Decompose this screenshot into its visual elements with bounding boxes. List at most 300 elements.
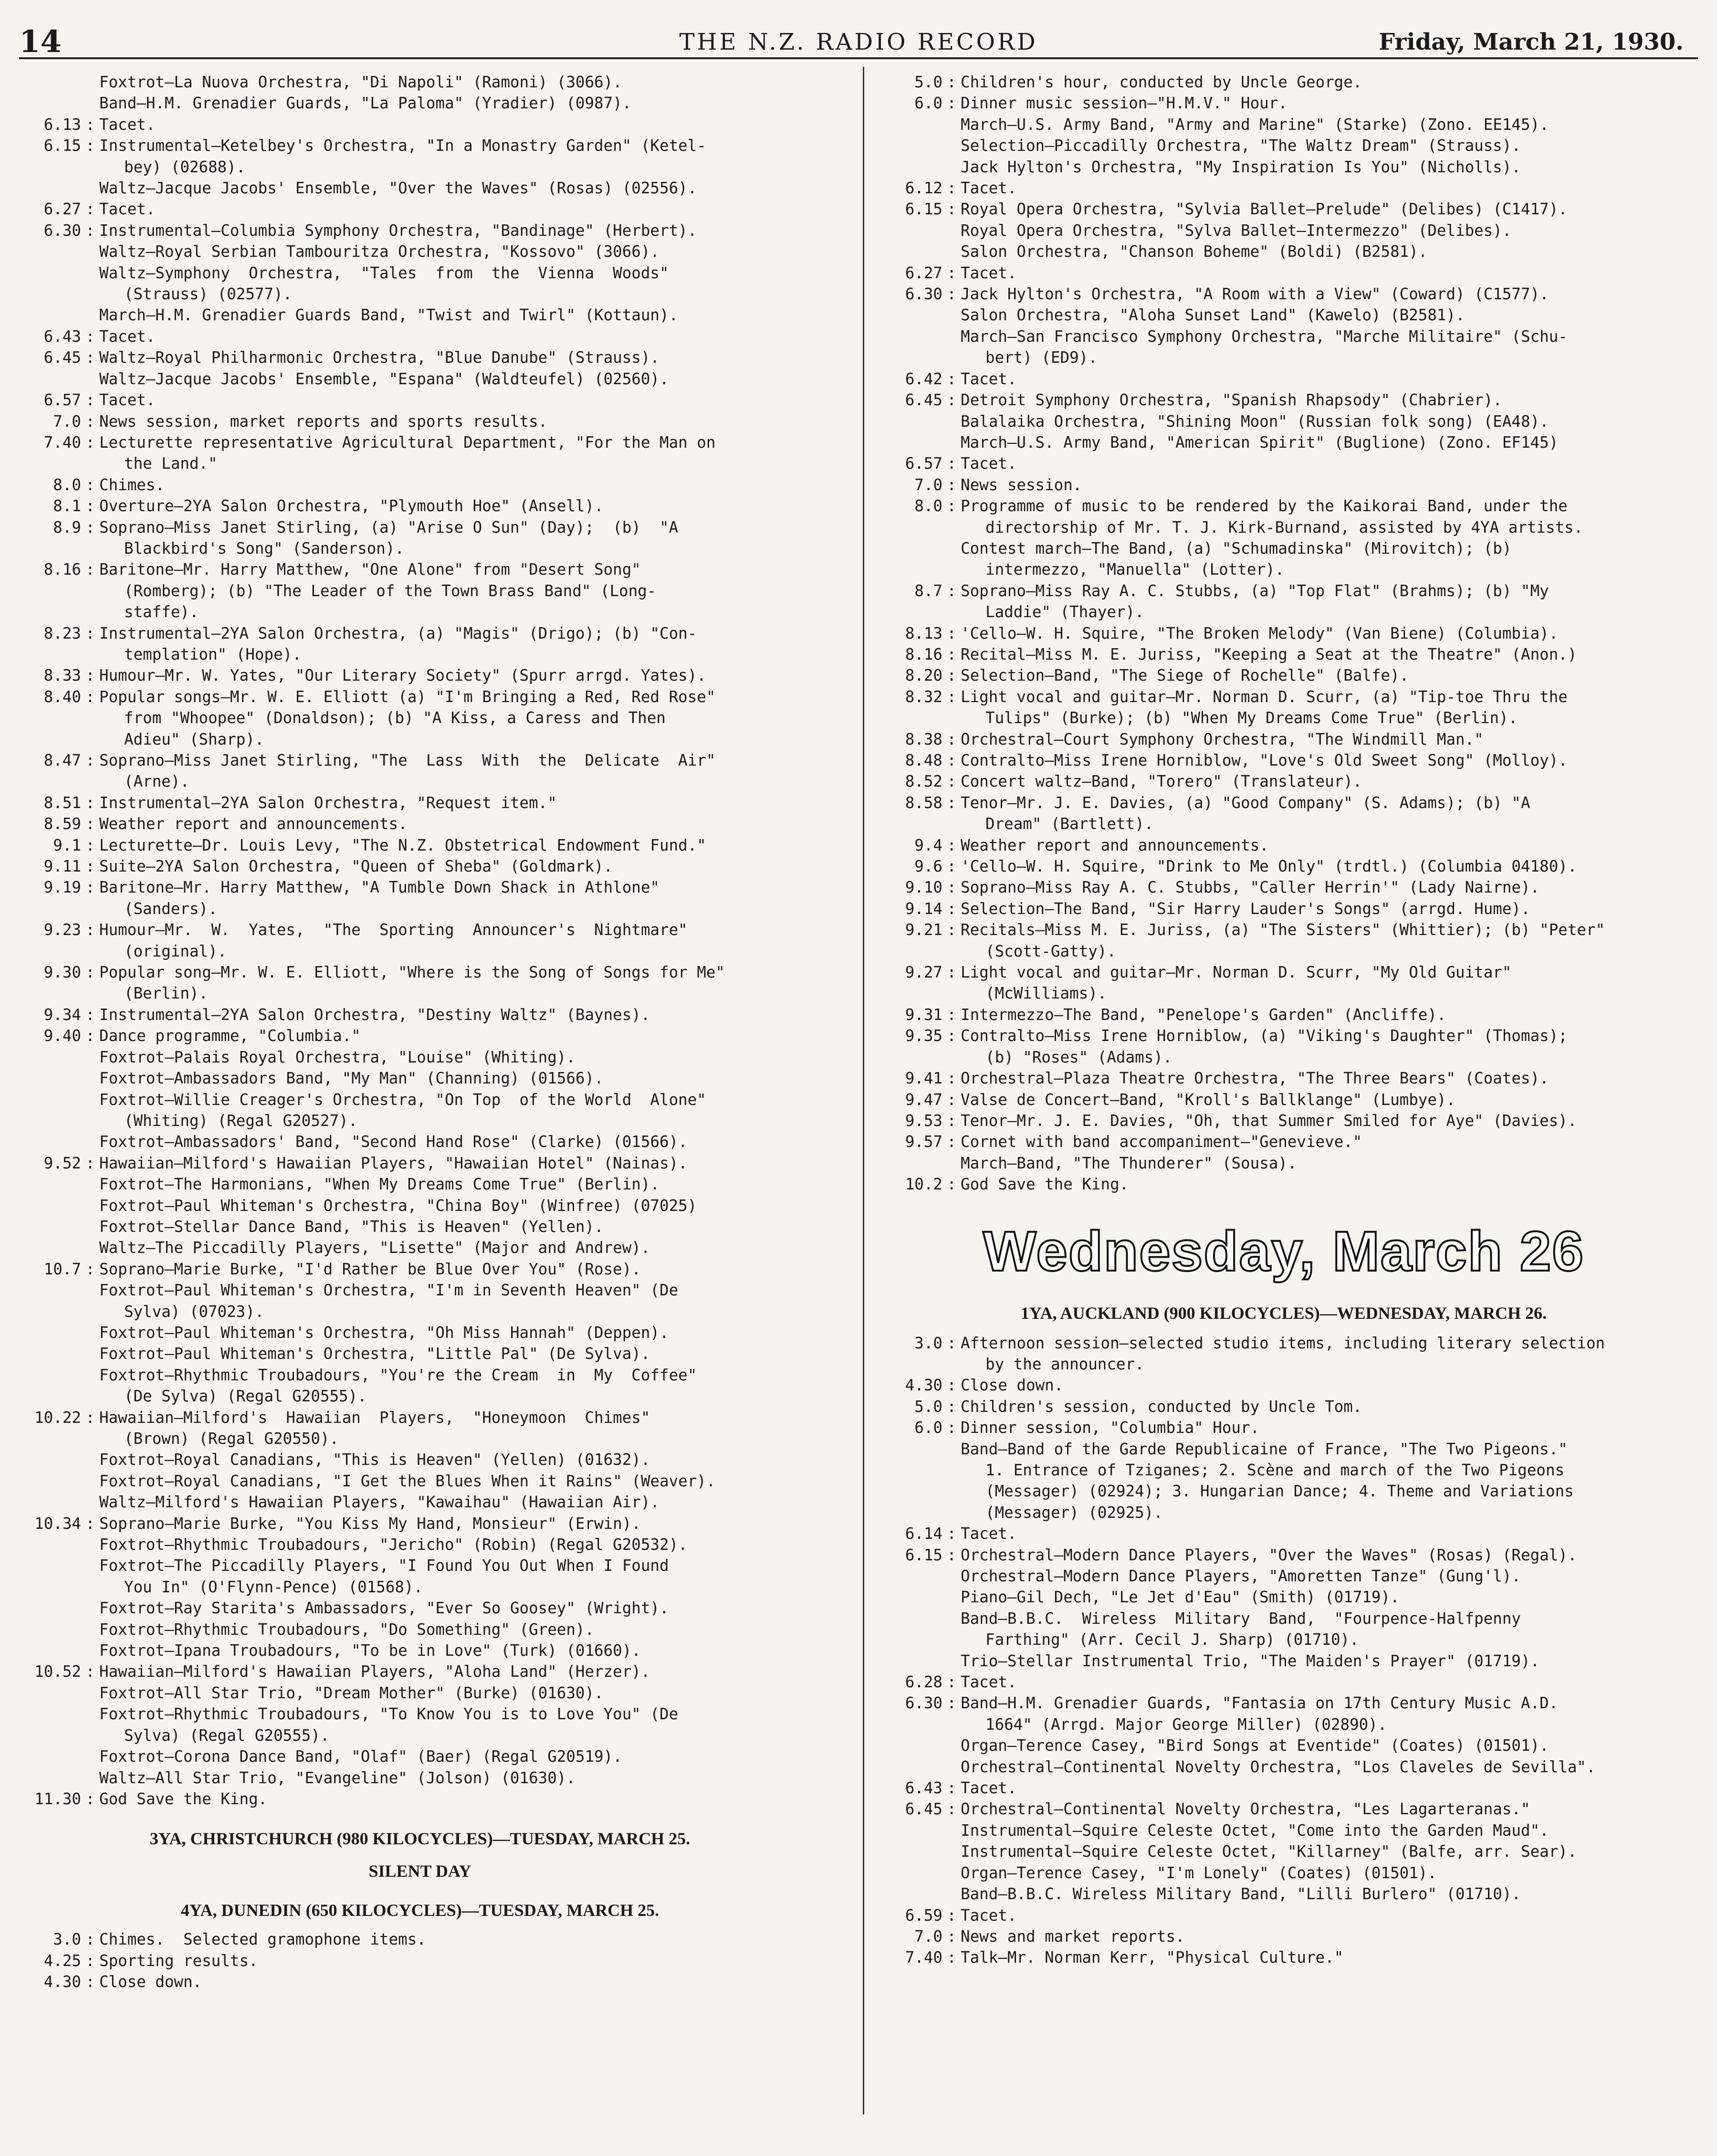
time-label: 8.51 — [43, 793, 81, 812]
time-separator: : — [85, 921, 95, 939]
program-line — [14, 623, 826, 644]
program-text: Royal Opera Orchestra, "Sylva Ballet—Intermezzo" (Delibes). — [961, 221, 1512, 240]
program-line — [14, 114, 826, 135]
program-text: Instrumental—Ketelbey's Orchestra, "In a Monastry Garden" (Ketel- — [99, 137, 706, 155]
program-line — [14, 559, 826, 580]
time-label: 3.0 — [914, 1334, 942, 1352]
program-text: Tacet. — [99, 115, 156, 134]
program-text: Foxtrot—La Nuova Orchestra, "Di Napoli" (Ramoni) (3066). — [99, 73, 622, 91]
time-separator: : — [947, 369, 956, 388]
time-separator: : — [85, 624, 95, 642]
time-label: 4.25 — [43, 1951, 81, 1970]
program-line — [876, 835, 1692, 856]
program-line — [876, 1735, 1692, 1756]
time-separator: : — [85, 1027, 95, 1045]
program-line — [14, 1004, 826, 1025]
program-line — [876, 1756, 1692, 1777]
time-separator: : — [947, 878, 956, 897]
time-label: 8.16 — [905, 645, 942, 663]
program-line — [876, 707, 1692, 728]
program-line — [14, 432, 826, 453]
program-text: Concert waltz—Band, "Torero" (Translateur). — [961, 772, 1362, 791]
section-heading-1ya: 1YA, AUCKLAND (900 KILOCYCLES)—WEDNESDAY, MARCH 26. — [1020, 1303, 1547, 1323]
program-line — [876, 1883, 1692, 1904]
program-line — [876, 1693, 1692, 1714]
time-label: 6.43 — [43, 327, 81, 346]
program-text: Tacet. — [961, 454, 1017, 473]
program-line — [876, 1131, 1692, 1152]
program-text: Children's session, conducted by Uncle Tom. — [961, 1397, 1362, 1416]
time-label: 6.45 — [905, 1800, 942, 1819]
time-separator: : — [947, 1525, 956, 1543]
time-separator: : — [947, 1800, 956, 1819]
program-text: (Whiting) (Regal G20527). — [124, 1111, 358, 1130]
time-separator: : — [947, 1069, 956, 1088]
time-label: 6.0 — [914, 1419, 942, 1437]
program-line — [14, 1301, 826, 1322]
time-separator: : — [85, 475, 95, 494]
program-line — [876, 729, 1692, 750]
program-text: Organ—Terence Casey, "Bird Songs at Eventide" (Coates) (01501). — [961, 1736, 1549, 1755]
time-label: 6.15 — [905, 200, 942, 219]
program-text: Foxtrot—Paul Whiteman's Orchestra, "Oh Miss Hannah" (Deppen). — [99, 1323, 669, 1342]
program-text: Foxtrot—The Piccadilly Players, "I Found You Out When I Found — [99, 1557, 669, 1575]
program-line — [14, 1492, 826, 1513]
program-text: Sylva) (07023). — [124, 1302, 264, 1321]
program-text: Foxtrot—Rhythmic Troubadours, "Do Something" (Green). — [99, 1620, 595, 1639]
time-label: 9.41 — [905, 1069, 942, 1088]
time-separator: : — [947, 1397, 956, 1416]
program-line — [876, 347, 1692, 368]
time-separator: : — [85, 857, 95, 876]
program-text: (Berlin). — [124, 984, 209, 1003]
program-line — [14, 1788, 826, 1809]
time-separator: : — [947, 285, 956, 304]
program-line — [14, 326, 826, 347]
time-label: 10.34 — [34, 1514, 81, 1533]
program-line — [14, 1089, 826, 1110]
program-line — [876, 813, 1692, 834]
program-line — [14, 665, 826, 686]
time-label: 9.14 — [905, 899, 942, 918]
program-text: Foxtrot—All Star Trio, "Dream Mother" (Burke) (01630). — [99, 1683, 604, 1702]
time-separator: : — [85, 115, 95, 134]
program-text: Close down. — [99, 1973, 202, 1991]
program-text: Tacet. — [961, 1779, 1017, 1798]
time-label: 4.30 — [905, 1376, 942, 1395]
program-text: Piano—Gil Dech, "Le Jet d'Eau" (Smith) (01719). — [961, 1588, 1400, 1607]
program-text: 1664" (Arrgd. Major George Miller) (02890). — [985, 1715, 1387, 1734]
program-line — [876, 1523, 1692, 1544]
time-separator: : — [85, 327, 95, 346]
program-line — [876, 1502, 1692, 1523]
program-line — [14, 1640, 826, 1661]
program-text: Foxtrot—Ipana Troubadours, "To be in Love" (Turk) (01660). — [99, 1641, 641, 1660]
program-line — [876, 1947, 1692, 1968]
program-text: Chimes. Selected gramophone items. — [99, 1930, 426, 1949]
program-text: Waltz—Royal Serbian Tambouritza Orchestra, "Kossovo" (3066). — [99, 242, 660, 261]
program-line — [876, 644, 1692, 665]
time-label: 8.13 — [905, 624, 942, 642]
time-label: 9.40 — [43, 1027, 81, 1045]
program-text: Foxtrot—Paul Whiteman's Orchestra, "I'm in Seventh Heaven" (De — [99, 1281, 679, 1300]
time-separator: : — [947, 1133, 956, 1151]
program-line — [876, 750, 1692, 771]
time-separator: : — [947, 793, 956, 812]
program-text: Dinner session, "Columbia" Hour. — [961, 1419, 1260, 1437]
program-text: (b) "Roses" (Adams). — [985, 1048, 1173, 1066]
time-label: 9.10 — [905, 878, 942, 897]
time-label: 8.40 — [43, 687, 81, 706]
program-text: Instrumental—2YA Salon Orchestra, (a) "Magis" (Drigo); (b) "Con- — [99, 624, 697, 642]
program-text: Balalaika Orchestra, "Shining Moon" (Russian folk song) (EA48). — [961, 412, 1549, 431]
program-line — [876, 1396, 1692, 1417]
program-line — [876, 1481, 1692, 1502]
time-label: 8.59 — [43, 815, 81, 833]
program-text: News session. — [961, 475, 1082, 494]
time-label: 7.40 — [43, 433, 81, 452]
time-label: 9.30 — [43, 963, 81, 982]
section-heading-4ya: 4YA, DUNEDIN (650 KILOCYCLES)—TUESDAY, MARCH 25. — [180, 1901, 660, 1920]
time-label: 8.48 — [905, 751, 942, 769]
program-text: Sporting results. — [99, 1951, 258, 1970]
program-text: March—Band, "The Thunderer" (Sousa). — [961, 1154, 1297, 1172]
program-line — [14, 1471, 826, 1492]
time-label: 6.27 — [905, 263, 942, 282]
program-line — [14, 962, 826, 983]
program-text: Foxtrot—Rhythmic Troubadours, "To Know You is to Love You" (De — [99, 1705, 679, 1724]
time-label: 6.57 — [905, 454, 942, 473]
program-text: directorship of Mr. T. J. Kirk-Burnand, assisted by 4YA artists. — [985, 518, 1583, 536]
time-separator: : — [85, 433, 95, 452]
program-line — [876, 856, 1692, 877]
column-divider — [863, 67, 864, 2114]
time-separator: : — [947, 1906, 956, 1925]
program-text: Overture—2YA Salon Orchestra, "Plymouth Hoe" (Ansell). — [99, 497, 604, 515]
program-text: Humour—Mr. W. Yates, "The Sporting Announcer's Nightmare" — [99, 921, 688, 939]
time-separator: : — [947, 179, 956, 198]
program-text: Orchestral—Modern Dance Players, "Over the Waves" (Rosas) (Regal). — [961, 1546, 1577, 1564]
program-line — [876, 114, 1692, 135]
program-text: Orchestral—Continental Novelty Orchestra, "Los Claveles de Sevilla". — [961, 1757, 1596, 1776]
time-label: 8.32 — [905, 687, 942, 706]
program-line — [876, 919, 1692, 940]
program-line — [876, 199, 1692, 220]
program-text: Waltz—Symphony Orchestra, "Tales from the Vienna Woods" — [99, 263, 669, 282]
program-text: the Land." — [124, 454, 218, 473]
time-label: 10.7 — [43, 1260, 81, 1278]
left-column — [14, 72, 826, 1993]
time-separator: : — [947, 1419, 956, 1437]
program-line — [876, 771, 1692, 792]
program-line — [876, 411, 1692, 432]
program-line — [876, 1672, 1692, 1693]
program-line — [876, 1004, 1692, 1025]
program-text: Weather report and announcements. — [99, 815, 408, 833]
program-text: Waltz—Jacque Jacobs' Ensemble, "Espana" (Waldteufel) (02560). — [99, 369, 669, 388]
program-text: Tacet. — [99, 327, 156, 346]
time-label: 4.30 — [43, 1973, 81, 1991]
program-text: Tacet. — [961, 369, 1017, 388]
program-text: News and market reports. — [961, 1927, 1185, 1946]
program-text: Afternoon session—selected studio items, including literary selection — [961, 1334, 1605, 1352]
program-line — [14, 474, 826, 495]
program-text: Waltz—Jacque Jacobs' Ensemble, "Over the Waves" (Rosas) (02556). — [99, 179, 697, 198]
time-label: 9.23 — [43, 921, 81, 939]
program-text: Foxtrot—Ambassadors Band, "My Man" (Channing) (01566). — [99, 1069, 604, 1088]
program-text: Baritone—Mr. Harry Matthew, "A Tumble Down Shack in Athlone" — [99, 878, 660, 897]
program-text: 'Cello—W. H. Squire, "The Broken Melody" (Van Biene) (Columbia). — [961, 624, 1559, 642]
program-text: Orchestral—Modern Dance Players, "Amoretten Tanze" (Gung'l). — [961, 1567, 1521, 1585]
time-label: 10.2 — [905, 1175, 942, 1194]
program-text: Children's hour, conducted by Uncle George. — [961, 73, 1362, 91]
program-line — [876, 983, 1692, 1004]
time-separator: : — [947, 94, 956, 113]
program-text: Salon Orchestra, "Chanson Boheme" (Boldi) (B2581). — [961, 242, 1428, 261]
program-line — [876, 1439, 1692, 1460]
time-label: 5.0 — [914, 73, 942, 91]
time-label: 6.27 — [43, 200, 81, 219]
program-text: Soprano—Miss Ray A. C. Stubbs, "Caller Herrin'" (Lady Nairne). — [961, 878, 1540, 897]
program-line — [876, 559, 1692, 580]
section-heading-3ya: 3YA, CHRISTCHURCH (980 KILOCYCLES)—TUESDAY, MARCH 25. — [149, 1829, 691, 1849]
program-line — [876, 1608, 1692, 1629]
program-text: Farthing" (Arr. Cecil J. Sharp) (01710). — [985, 1630, 1359, 1649]
program-text: (McWilliams). — [985, 984, 1107, 1003]
program-line — [14, 241, 826, 262]
time-separator: : — [85, 1973, 95, 1991]
program-text: Tenor—Mr. J. E. Davies, (a) "Good Company" (S. Adams); (b) "A — [961, 793, 1530, 812]
time-separator: : — [947, 1334, 956, 1352]
time-separator: : — [947, 836, 956, 854]
program-line — [14, 813, 826, 834]
program-line — [876, 877, 1692, 898]
program-line — [876, 453, 1692, 474]
time-label: 6.0 — [914, 94, 942, 113]
program-text: (Messager) (02925). — [985, 1503, 1163, 1522]
time-label: 6.15 — [905, 1546, 942, 1564]
program-text: Soprano—Miss Ray A. C. Stubbs, (a) "Top Flat" (Brahms); (b) "My — [961, 581, 1549, 600]
program-line — [876, 389, 1692, 410]
time-label: 9.6 — [914, 857, 942, 876]
publication-title: THE N.Z. RADIO RECORD — [679, 29, 1038, 55]
program-line — [14, 1661, 826, 1682]
program-text: Contralto—Miss Irene Horniblow, (a) "Viking's Daughter" (Thomas); — [961, 1027, 1568, 1045]
time-separator: : — [85, 560, 95, 579]
program-text: bey) (02688). — [124, 158, 246, 176]
time-label: 8.52 — [905, 772, 942, 791]
time-separator: : — [85, 878, 95, 897]
program-text: Waltz—The Piccadilly Players, "Lisette" (Major and Andrew). — [99, 1239, 650, 1257]
program-text: Tacet. — [99, 391, 156, 410]
issue-date: Friday, March 21, 1930. — [1378, 29, 1684, 55]
program-text: Band—B.B.C. Wireless Military Band, "Fourpence-Halfpenny — [961, 1609, 1521, 1628]
program-line — [14, 368, 826, 389]
program-text: Foxtrot—Paul Whiteman's Orchestra, "Little Pal" (De Sylva). — [99, 1345, 650, 1363]
time-label: 9.11 — [43, 857, 81, 876]
program-line — [14, 389, 826, 410]
program-text: Selection—Piccadilly Orchestra, "The Waltz Dream" (Strauss). — [961, 137, 1521, 155]
program-line — [14, 157, 826, 178]
program-line — [876, 686, 1692, 707]
program-line — [14, 1767, 826, 1788]
program-line — [14, 1929, 826, 1950]
program-line — [14, 1950, 826, 1971]
program-text: Weather report and announcements. — [961, 836, 1269, 854]
program-text: Foxtrot—Rhythmic Troubadours, "Jericho" (Robin) (Regal G20532). — [99, 1535, 688, 1554]
program-text: Band—H.M. Grenadier Guards, "La Paloma" (Yradier) (0987). — [99, 94, 632, 113]
time-label: 6.30 — [905, 285, 942, 304]
time-label: 6.30 — [905, 1694, 942, 1713]
time-separator: : — [85, 1930, 95, 1949]
program-text: News session, market reports and sports results. — [99, 412, 548, 431]
program-line — [876, 538, 1692, 559]
program-text: Foxtrot—Ray Starita's Ambassadors, "Ever So Goosey" (Wright). — [99, 1599, 669, 1618]
time-separator: : — [85, 1408, 95, 1427]
time-separator: : — [85, 793, 95, 812]
masthead — [19, 14, 1698, 59]
program-line — [876, 1417, 1692, 1438]
program-line — [876, 326, 1692, 347]
program-line — [14, 1025, 826, 1046]
program-line — [14, 1619, 826, 1640]
time-label: 8.16 — [43, 560, 81, 579]
program-text: staffe). — [124, 603, 199, 621]
program-line — [876, 1153, 1692, 1174]
program-text: Soprano—Marie Burke, "You Kiss My Hand, Monsieur" (Erwin). — [99, 1514, 641, 1533]
program-text: Light vocal and guitar—Mr. Norman D. Scurr, "My Old Guitar" — [961, 963, 1512, 982]
program-line — [876, 1862, 1692, 1883]
program-line — [14, 538, 826, 559]
time-label: 9.4 — [914, 836, 942, 854]
program-text: March—H.M. Grenadier Guards Band, "Twist and Twirl" (Kottaun). — [99, 306, 679, 325]
program-line — [14, 1343, 826, 1364]
right-column — [876, 72, 1692, 1968]
program-text: (original). — [124, 942, 227, 960]
program-line — [876, 1333, 1692, 1354]
time-separator: : — [947, 751, 956, 769]
time-separator: : — [947, 1090, 956, 1109]
program-line — [14, 601, 826, 622]
program-text: Baritone—Mr. Harry Matthew, "One Alone" from "Desert Song" — [99, 560, 641, 579]
program-line — [14, 263, 826, 284]
time-label: 10.22 — [34, 1408, 81, 1427]
time-separator: : — [947, 1005, 956, 1024]
program-text: intermezzo, "Manuella" (Lotter). — [985, 560, 1285, 579]
time-label: 9.57 — [905, 1133, 942, 1151]
program-line — [876, 135, 1692, 156]
program-text: Suite—2YA Salon Orchestra, "Queen of Sheba" (Goldmark). — [99, 857, 613, 876]
program-line — [14, 72, 826, 93]
time-label: 10.52 — [34, 1662, 81, 1681]
program-text: Tacet. — [961, 263, 1017, 282]
time-separator: : — [947, 899, 956, 918]
time-label: 7.0 — [914, 475, 942, 494]
program-text: Light vocal and guitar—Mr. Norman D. Scurr, (a) "Tip-toe Thru the — [961, 687, 1568, 706]
program-text: Waltz—Royal Philharmonic Orchestra, "Blue Danube" (Strauss). — [99, 348, 660, 367]
program-line — [876, 792, 1692, 813]
program-line — [876, 1174, 1692, 1195]
program-text: Tacet. — [961, 1525, 1017, 1543]
program-line — [876, 1629, 1692, 1650]
program-line — [876, 1566, 1692, 1587]
program-text: bert) (ED9). — [985, 348, 1098, 367]
program-text: Orchestral—Continental Novelty Orchestra, "Les Lagarteranas." — [961, 1800, 1530, 1819]
program-text: Foxtrot—Willie Creager's Orchestra, "On Top of the World Alone" — [99, 1090, 706, 1109]
time-separator: : — [947, 730, 956, 748]
time-separator: : — [947, 1546, 956, 1564]
time-separator: : — [947, 454, 956, 473]
time-label: 6.15 — [43, 137, 81, 155]
program-text: Band—H.M. Grenadier Guards, "Fantasia on 17th Century Music A.D. — [961, 1694, 1559, 1713]
time-separator: : — [85, 836, 95, 854]
program-text: Waltz—Milford's Hawaiian Players, "Kawaihau" (Hawaiian Air). — [99, 1493, 660, 1512]
time-separator: : — [85, 1260, 95, 1278]
program-text: March—U.S. Army Band, "Army and Marine" (Starke) (Zono. EE145). — [961, 115, 1549, 134]
program-line — [14, 580, 826, 601]
time-separator: : — [947, 1694, 956, 1713]
time-label: 6.45 — [43, 348, 81, 367]
program-line — [14, 644, 826, 665]
program-text: Detroit Symphony Orchestra, "Spanish Rhapsody" (Chabrier). — [961, 391, 1502, 410]
time-separator: : — [85, 1951, 95, 1970]
program-text: Instrumental—2YA Salon Orchestra, "Destiny Waltz" (Baynes). — [99, 1005, 650, 1024]
program-text: Instrumental—Columbia Symphony Orchestra, "Bandinage" (Herbert). — [99, 221, 697, 240]
program-text: Recital—Miss M. E. Juriss, "Keeping a Seat at the Theatre" (Anon.) — [961, 645, 1577, 663]
program-line — [14, 1725, 826, 1746]
program-text: Jack Hylton's Orchestra, "My Inspiration Is You" (Nicholls). — [961, 158, 1521, 176]
time-label: 7.0 — [53, 412, 81, 431]
program-text: You In" (O'Flynn-Pence) (01568). — [124, 1578, 423, 1596]
program-line — [14, 517, 826, 538]
program-text: by the announcer. — [985, 1355, 1144, 1373]
time-separator: : — [947, 1376, 956, 1395]
program-text: Tacet. — [99, 200, 156, 219]
program-line — [14, 1280, 826, 1301]
time-label: 8.9 — [53, 518, 81, 536]
program-text: Lecturette representative Agricultural Department, "For the Man on — [99, 433, 716, 452]
program-text: Orchestral—Court Symphony Orchestra, "The Windmill Man." — [961, 730, 1484, 748]
program-text: Popular song—Mr. W. E. Elliott, "Where is the Song of Songs for Me" — [99, 963, 725, 982]
time-label: 8.33 — [43, 666, 81, 685]
time-label: 8.1 — [53, 497, 81, 515]
time-separator: : — [85, 1662, 95, 1681]
program-text: Contralto—Miss Irene Horniblow, "Love's Old Sweet Song" (Molloy). — [961, 751, 1568, 769]
program-text: Talk—Mr. Norman Kerr, "Physical Culture." — [961, 1948, 1344, 1967]
program-text: Cornet with band accompaniment—"Genevieve." — [961, 1133, 1362, 1151]
time-label: 8.47 — [43, 751, 81, 769]
program-line — [14, 347, 826, 368]
program-text: Instrumental—Squire Celeste Octet, "Come into the Garden Maud". — [961, 1821, 1549, 1840]
program-line — [14, 835, 826, 856]
program-line — [14, 1365, 826, 1386]
program-text: Tenor—Mr. J. E. Davies, "Oh, that Summer Smiled for Aye" (Davies). — [961, 1111, 1577, 1130]
time-separator: : — [947, 1175, 956, 1194]
program-line — [876, 178, 1692, 199]
time-label: 9.1 — [53, 836, 81, 854]
program-text: Instrumental—Squire Celeste Octet, "Killarney" (Balfe, arr. Sear). — [961, 1842, 1577, 1861]
program-line — [876, 1714, 1692, 1735]
program-text: from "Whoopee" (Donaldson); (b) "A Kiss, a Caress and Then — [124, 709, 666, 727]
program-text: Instrumental—2YA Salon Orchestra, "Request item." — [99, 793, 557, 812]
program-text: Hawaiian—Milford's Hawaiian Players, "Hawaiian Hotel" (Nainas). — [99, 1154, 688, 1172]
program-text: 1. Entrance of Tziganes; 2. Scène and march of the Two Pigeons — [985, 1461, 1565, 1479]
program-line — [876, 1926, 1692, 1947]
program-text: Dance programme, "Columbia." — [99, 1027, 361, 1045]
program-line — [876, 1354, 1692, 1375]
time-separator: : — [85, 1514, 95, 1533]
program-text: Popular songs—Mr. W. E. Elliott (a) "I'm Bringing a Red, Red Rose" — [99, 687, 716, 706]
